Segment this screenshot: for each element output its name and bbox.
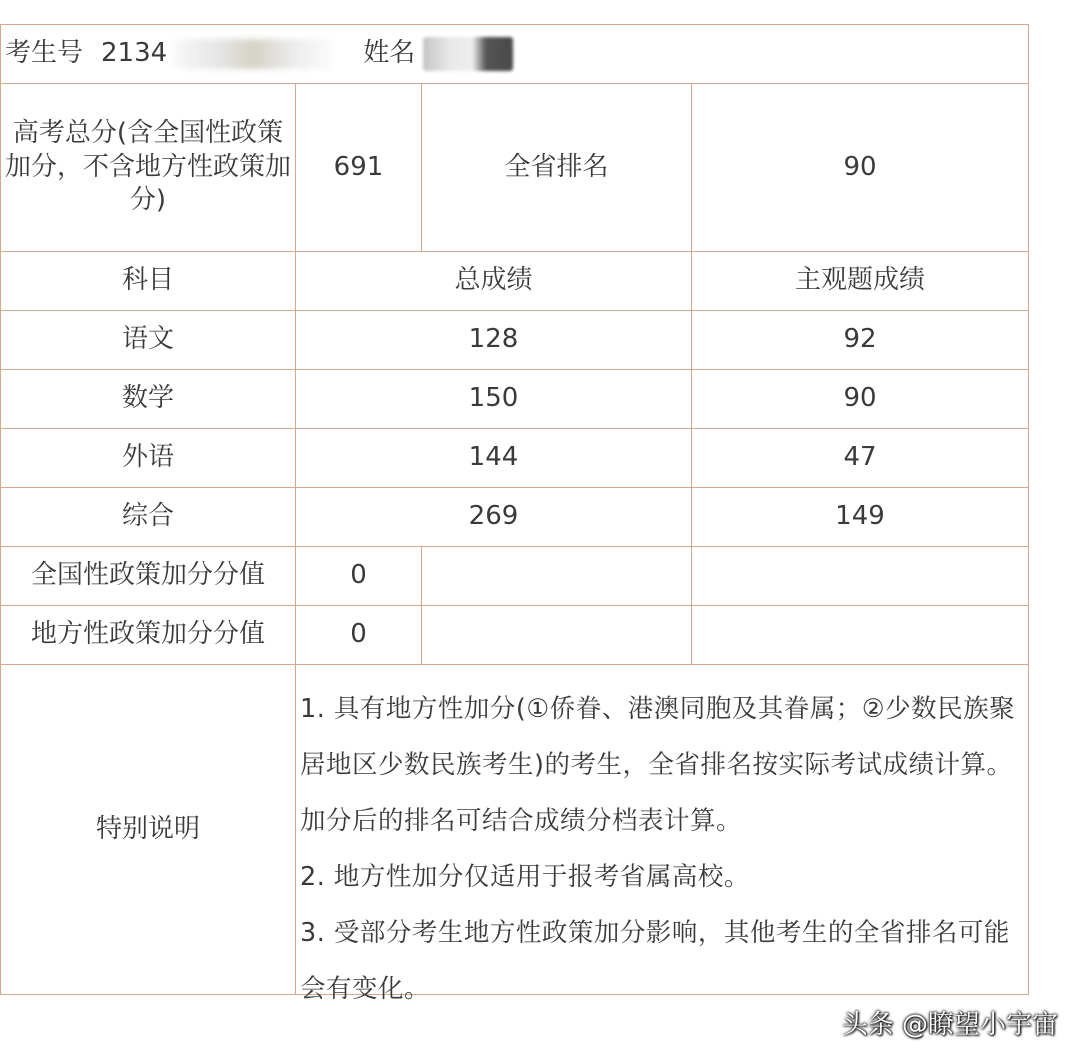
header-row [0, 24, 1029, 84]
name-redaction [423, 37, 513, 71]
special-notes-label: 特别说明 [0, 664, 296, 995]
subjective-score-cell: 92 [691, 310, 1029, 370]
name-label: 姓名 [363, 38, 416, 69]
total-score-cell: 150 [295, 369, 692, 429]
empty-cell [421, 546, 692, 606]
exam-no-value: 2134 [101, 38, 168, 69]
total-score-cell: 269 [295, 487, 692, 547]
local-bonus-value: 0 [295, 605, 422, 665]
special-notes-content [295, 664, 1029, 1004]
province-rank-label: 全省排名 [421, 83, 692, 252]
exam-no-label: 考生号 [5, 38, 84, 69]
score-report-table [0, 24, 1029, 1004]
column-header-subjective-score: 主观题成绩 [691, 251, 1029, 311]
empty-cell [691, 546, 1029, 606]
national-bonus-label: 全国性政策加分分值 [0, 546, 296, 606]
empty-cell [691, 605, 1029, 665]
subjective-score-cell: 47 [691, 428, 1029, 488]
total-score-cell: 144 [295, 428, 692, 488]
total-score-label: 高考总分(含全国性政策加分，不含地方性政策加分) [0, 83, 296, 252]
watermark: 头条 @瞭望小宇宙 [841, 1010, 1058, 1040]
local-bonus-label: 地方性政策加分分值 [0, 605, 296, 665]
national-bonus-value: 0 [295, 546, 422, 606]
exam-no-redaction [173, 39, 333, 69]
subjective-score-cell: 149 [691, 487, 1029, 547]
total-score-value: 691 [295, 83, 422, 252]
subject-cell: 数学 [0, 369, 296, 429]
subject-cell: 语文 [0, 310, 296, 370]
note-item: 1. 具有地方性加分(①侨眷、港澳同胞及其眷属；②少数民族聚居地区少数民族考生)的考生，全省排名按实际考试成绩计算。加分后的排名可结合成绩分档表计算。 [300, 694, 1016, 836]
empty-cell [421, 605, 692, 665]
column-header-subject: 科目 [0, 251, 296, 311]
subject-cell: 外语 [0, 428, 296, 488]
column-header-total-score: 总成绩 [295, 251, 692, 311]
province-rank-value: 90 [691, 83, 1029, 252]
total-score-cell: 128 [295, 310, 692, 370]
subject-cell: 综合 [0, 487, 296, 547]
note-item: 3. 受部分考生地方性政策加分影响，其他考生的全省排名可能会有变化。 [300, 918, 1010, 1004]
note-item: 2. 地方性加分仅适用于报考省属高校。 [300, 862, 750, 892]
subjective-score-cell: 90 [691, 369, 1029, 429]
